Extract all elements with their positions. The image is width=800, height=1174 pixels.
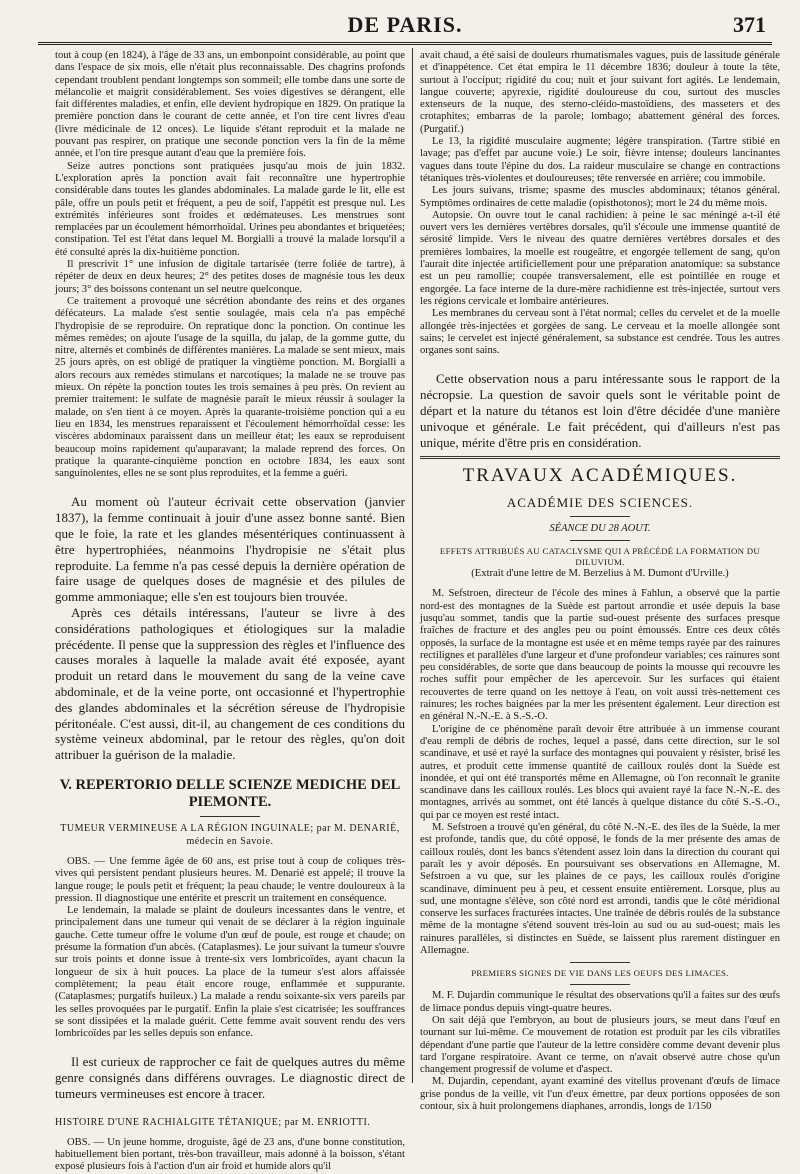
paragraph: Le 13, la rigidité musculaire augmente; légère transpiration. (Tartre stibié en lavage; pas d'effet par aucune voie.) Le soir, fièvre intense; douleurs lancinantes vagues dans toute l'épine du dos. La raideur musculaire se change en contractions tétaniques très-violentes et douloureuses; tête renversée en arrière; cou immobile. [420,136,780,184]
divider [570,516,630,517]
left-column [55,50,405,1173]
paragraph: On sait déjà que l'embryon, au bout de plusieurs jours, se meut dans l'œuf en tournant sur lui-même. Ce mouvement de rotation est produit par les cils vibratiles dépendant d'une partie que l'auteur de la lettre considère comme devant devenir plus tard l'organe respiratoire. Avant ce terme, on n'avait observé autre chose qu'un changement progressif de volume et d'aspect. [420,1014,780,1076]
divider [570,984,630,985]
article-title: HISTOIRE D'UNE RACHIALGITE TÉTANIQUE; par M. ENRIOTTI. [55,1116,371,1128]
section-subheading: ACADÉMIE DES SCIENCES. [506,495,694,511]
divider [570,962,630,963]
paragraph: Les membranes du cerveau sont à l'état normal; celles du cervelet et de la moelle allongée très-injectées et gorgées de sang. Le cerveau et la moelle allongée sont sains; le cervelet est injecté généralement, sa substance est cendrée. Tous les autres organes sont sains. [420,308,780,357]
page-number: 371 [733,12,766,37]
article-source: (Extrait d'une lettre de M. Berzelius à M. Dumont d'Urville.) [471,568,729,580]
page-header [40,8,770,44]
paragraph: avait chaud, a été saisi de douleurs rhumatismales vagues, puis de lassitude générale et d'inappétence. Cet état empira le 11 décembre 1836; douleur à toute la tête, surtout à l'occiput; rigidité du cou; nuit et jour suivant fort agités. Le lendemain, langue couverte; apyrexie, rigidité douloureuse du cou, surtout des muscles extenseurs de la nuque, des sterno-cléido-mastoïdiens, des masseters et des crotaphites; embarras de la parole; lombago; abattement général des forces. (Purgatif.) [420,50,780,135]
paragraph: Autopsie. On ouvre tout le canal rachidien: à peine le sac méningé a-t-il été ouvert vers les dernières vertèbres dorsales, qu'il s'écoule une immense quantité de sérosité limpide. Vers le niveau des quatre dernières vertèbres dorsales et des premières lombaires, la moelle est rougeâtre, et engorgée tellement de sang, qu'on l'aurait dite injectée artificiellement pour une préparation anatomique: sa substance est un peu ramollie; coupée transversalement, elle est pointillée en rouge et engorgée. La face interne de la dure-mère rachidienne est très-injectée, surtout vers les régions cervicale et lombaire antérieures. [420,209,780,307]
paragraph: Il est curieux de rapprocher ce fait de quelques autres du même genre consignés dans différens ouvrages. Le diagnostic direct de tumeurs vermineuses est encore à tracer. [55,1054,405,1101]
divider [200,816,260,817]
article-title: PREMIERS SIGNES DE VIE DANS LES OEUFS DES LIMACES. [471,968,729,979]
divider [570,540,630,541]
paragraph: Cette observation nous a paru intéressante sous le rapport de la nécropsie. La question de savoir quels sont le véritable point de départ et la nature du tétanos est loin d'être décidée d'une manière univoque et générale. Le fait précédent, qui d'ailleurs n'est pas unique, mérite d'être pris en considération. [420,371,780,450]
running-title: DE PARIS. [347,12,463,37]
header-rule [38,42,772,45]
paragraph: M. F. Dujardin communique le résultat des observations qu'il a faites sur des œufs de limace pondus depuis vingt-quatre heures. [420,990,780,1014]
paragraph: Ce traitement a provoqué une sécrétion abondante des reins et des organes défécateurs. La malade s'est sentie soulagée, mais cela n'a pas empêché l'hydropisie de se reproduire. On repratique donc la ponction. On continue les mêmes remèdes; on ajoute l'usage de la squilla, du jalap, de la gomme gutte, du nitre, alternés et combinés de différentes manières. La malade se sent mieux, mais 25 jours après, on est obligé de pratiquer la vingtième ponction. M. Borgialli a alors recours aux remèdes stimulans et narcotiques; la malade ne se trouve pas mieux. On répète la ponction toutes les trois semaines à peu près. On revient au premier traitement: le sulfate de magnésie paraît le mieux réussir à soulager la malade, on s'en tient à ce moyen. Après la quarante-troisième ponction qui a eu lieu en 1834, les menstrues reparaissent et l'écoulement hémorrhoïdal cesse: les viscères abdominaux paraissent dans un meilleur état; les eaux se reproduisent beaucoup moins rapidement qu'auparavant; la malade reprend des forces. On pratique la quarante-cinquième ponction en octobre 1834, les eaux sont sanguinolentes, elles ne se sont plus reproduites, et la femme a guéri. [55,295,405,480]
section-title: V. REPERTORIO DELLE SCIENZE MEDICHE DEL PIEMONTE. [59,776,401,810]
paragraph: M. Sefstroen, directeur de l'école des mines à Fahlun, a observé que la partie nord-est des montagnes de la Suède est partout arrondie et usée depuis la base jusqu'au sommet, tandis que la partie sud-ouest présente des surfaces presque fraîches de fracture et des angles peu ou point émoussés. Entre ces deux côtés opposés, la surface de la montagne est usée et en même temps rayée par des rainures rectilignes et parallèles d'une largeur et d'une profondeur variables; ces rainures sont peu considérables, de sorte que dans beaucoup de points la mousse qui recouvre les roches suffit pour empêcher de les apercevoir. Sur les surfaces qui étaient recouvertes de terre quand on les nettoye à l'eau, on voit aussi très-nettement ces rainures; les roches baignées par la mer les présentent également. Leur direction est en général N.-N.-E. à S.-S.-O. [420,588,780,723]
paragraph: Les jours suivans, trisme; spasme des muscles abdominaux; tétanos général. Symptômes ordinaires de cette maladie (opisthotonos); mort le 24 du même mois. [420,185,780,209]
article-title: TUMEUR VERMINEUSE A LA RÉGION INGUINALE; par M. DENARIÉ, médecin en Savoie. [60,822,400,847]
column-divider [412,48,413,1083]
paragraph: OBS. — Un jeune homme, droguiste, âgé de 23 ans, d'une bonne constitution, habituellement bien portant, très-bon travailleur, mais adonné à la boisson, s'étant exposé plusieurs fois à l'action d'un air froid et humide alors qu'il [55,1136,405,1173]
paragraph: Au moment où l'auteur écrivait cette observation (janvier 1837), la femme continuait à jouir d'une assez bonne santé. Bien que le foie, la rate et les glandes mésentériques continuassent à être hypertrophiées, néanmoins l'hydropisie ne s'était plus reproduite. La femme n'a pas cessé depuis la dernière opération de faire usage de quelques doses de magnésie et des pilules de gomme ammoniaque; elle s'en est toujours bien trouvée. [55,494,405,605]
divider [420,456,780,459]
paragraph: tout à coup (en 1824), à l'âge de 33 ans, un embonpoint considérable, au point que dans l'espace de six mois, elle n'était plus reconnaissable. Des chagrins profonds cependant troublent pendant longtemps son sommeil; elle tombe dans une sorte de mélancolie et maigrit considérablement. Ses voies digestives se dérangent, elle fait différentes maladies, et enfin, elle devient hydropique en 1829. On pratique la première ponction dans le courant de cette année, et l'on tire cent livres d'eau (livre médicinale de 12 onces). Le liquide s'étant reproduit et la malade ne pouvant pas respirer, on pratique une seconde ponction vers la fin de la même année, et l'on tire presque autant d'eau que la première fois. [55,50,405,160]
session-date: SÉANCE DU 28 AOUT. [549,523,651,535]
paragraph: Seize autres ponctions sont pratiquées jusqu'au mois de juin 1832. L'exploration après la ponction avait fait reconnaître une hypertrophie considérable dans toutes les glandes abdominales. La malade garde le lit, elle est pâle, offre un pouls petit et fréquent, a peu de soif, l'appétit est presque nul. Les extrémités inférieures sont froides et œdémateuses. Les menstrues sont remplacées par un écoulement hémorrhoïdal. Urines peu abondantes et briquetées; constipation. Tel est l'état dans lequel M. Borgialli a trouvé la malade lorsqu'il a été consulté après la dix-huitième ponction. [55,160,405,258]
paragraph: M. Dujardin, cependant, ayant examiné des vitellus provenant d'œufs de limace grise pondus de la veille, vit l'un d'eux émettre, par deux portions opposées de son contour, six à huit prolongemens diaphanes, arrondis, longs de 1/150 [420,1076,780,1112]
section-heading: TRAVAUX ACADÉMIQUES. [462,465,738,487]
paragraph: OBS. — Une femme âgée de 60 ans, est prise tout à coup de coliques très-vives qui persistent pendant plusieurs heures. M. Denarié est appelé; il trouve la langue rouge; le pouls petit et fréquent; la peau chaude; le ventre douloureux à la pression. Il diagnostique une entérite et prescrit un traitement en conséquence. [55,855,405,904]
paragraph: Après ces détails intéressans, l'auteur se livre à des considérations pathologiques et étiologiques sur la maladie précédente. Il pense que la suppression des règles et l'influence des causes morales à laquelle la malade avait été exposée, ayant produit un retard dans le mouvement du sang de la veine cave abdominale, et de la veine porte, ont occasionné et l'hypertrophie des glandes abdominales et la sécrétion séreuse de l'hydropisie péritonéale. C'est aussi, dit-il, au changement de ces conditions du système veineux abdominal, par le retour des règles, qu'on doit attribuer la guérison de la maladie. [55,604,405,763]
paragraph: Il prescrivit 1° une infusion de digitale tartarisée (terre foliée de tartre), à répéter de deux en deux heures; 2° des petites doses de magnésie tous les deux jours; 3° des boissons contenant un sel neutre quelconque. [55,259,405,295]
paragraph: Le lendemain, la malade se plaint de douleurs incessantes dans le ventre, et principalement dans une tumeur qui venait de se déclarer à la région inguinale gauche. Cette tumeur offre le volume d'un œuf de poule, est rouge et chaude; on présume la formation d'un abcès. (Cataplasmes). Le jour suivant la tumeur s'ouvre sur trois points et donne issue à trente-six vers lombricoïdes, ayant chacun la longueur de six à huit pouces. La place de la tumeur s'est alors affaissée complètement; la peau était encore rouge, enflammée et suppurante. (Cataplasmes; purgatifs huileux.) La malade a rendu soixante-six vers pareils par les selles provoquées par le purgatif. Enfin la plaie s'est cicatrisée; les souffrances se sont dissipées et la malade guérit. Cette femme avait souvent rendu des vers lombricoïdes par les selles depuis son enfance. [55,905,405,1040]
right-column [420,50,780,1112]
paragraph: M. Sefstroen a trouvé qu'en général, du côté N.-N.-E. des îles de la Suède, la mer est profonde, tandis que, du côté opposé, le fonds de la mer présente des amas de cailloux roulés, dont les bancs s'étendent assez loin dans la direction du courant qui paraît les y avoir déposés. En poursuivant ses observations en Allemagne, M. Sefstroen a vu que, sur les plaines de ce pays, les cailloux roulés d'origine scandinave, diminuent peu à peu, et cessent ensuite entièrement. Lorsque, plus au sud, une montagne s'élève, son côté nord est arrondi, tandis que le côté méridional conserve les surfaces fracturées intactes. Une traînée de débris roulés de la substance même de la montagne s'étend souvent très-loin au sud ou au sud-ouest; mais les rainures parallèles, si distinctes en Suède, se laissent plus rarement distinguer en Allemagne. [420,822,780,957]
article-title: EFFETS ATTRIBUÉS AU CATACLYSME QUI A PRÉCÉDÉ LA FORMATION DU DILUVIUM. [439,546,761,568]
paragraph: L'origine de ce phénomène paraît devoir être attribuée à un immense courant d'eau rempli de débris de roches, lequel a passé, dans cette direction, sur le sol scandinave, et usé et rayé la surface des montagnes qui pouvaient y résister, brisé les autres, et produit cette immense quantité de cailloux roulés dont la Suède est inondée, et qui ont été transportés même en Allemagne, où l'on reconnaît le granite scandinave dans les cailloux roulés. Les blocs qui avaient rayé la face N.-N.-E. des montagnes, arrivés au sommet, ont été lancés à quelque distance du côté S.-S.-O., qui par ce moyen est resté intact. [420,723,780,821]
